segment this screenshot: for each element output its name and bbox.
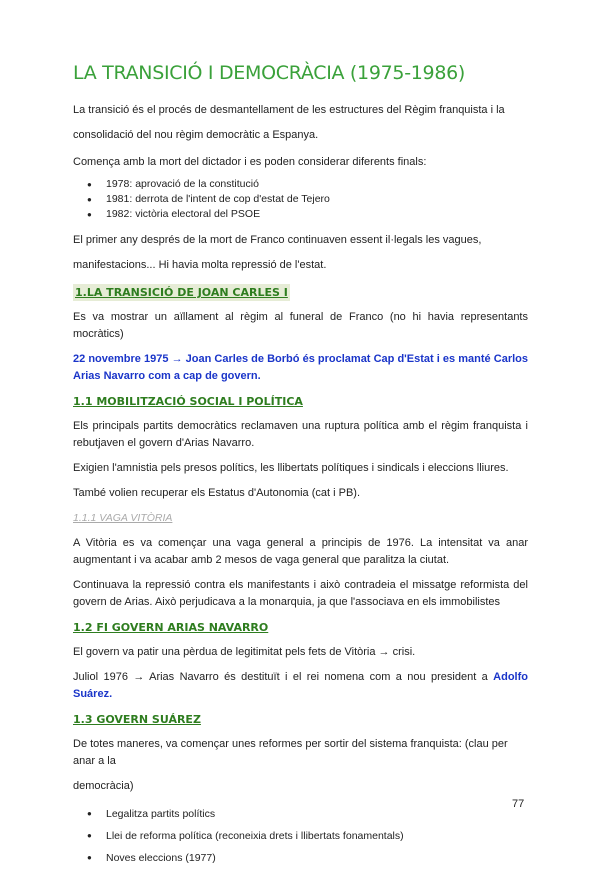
section13-paragraph-cont: democràcia) [73, 780, 134, 792]
list-item: ● 1978: aprovació de la constitució [73, 177, 528, 192]
section12-paragraph: El govern va patir una pèrdua de legitimitat pels fets de Vitòria → crisi. [73, 646, 416, 658]
section11-paragraph: Els principals partits democràtics reclamaven una ruptura política amb el règim franquista i rebutjaven el govern d'Arias Navarro. [73, 420, 528, 449]
finals-list [73, 177, 528, 222]
intro-paragraph: La transició és el procés de desmantellament de les estructures del Règim franquista i la consolidació del nou règim democràtic a Espanya. [73, 104, 505, 141]
page-content [73, 62, 528, 875]
section-heading-1: 1.LA TRANSICIÓ DE JOAN CARLES I [75, 286, 288, 299]
section-heading-1-1-1: 1.1.1 VAGA VITÒRIA [73, 512, 173, 524]
section-heading-1-3: 1.3 GOVERN SUÁREZ [73, 713, 201, 726]
list-item: ● Noves eleccions (1977) [73, 847, 528, 869]
intro-paragraph-3: El primer any després de la mort de Franco continuaven essent il·legals les vagues, manifestacions... Hi havia molta repressió de l'estat. [73, 234, 482, 271]
intro-paragraph-2: Comença amb la mort del dictador i es poden considerar diferents finals: [73, 156, 427, 168]
section12-paragraph-2: Juliol 1976 → Arias Navarro és destituït i el rei nomena com a nou president a Adolfo Suárez. [73, 671, 528, 700]
list-item: ● 1982: victòria electoral del PSOE [73, 207, 528, 222]
section13-paragraph: De totes maneres, va començar unes reformes per sortir del sistema franquista: (clau per anar a la [73, 738, 508, 767]
page-number: 77 [512, 798, 525, 810]
reforms-list [73, 803, 528, 869]
list-item: ● 1981: derrota de l'intent de cop d'estat de Tejero [73, 192, 528, 207]
section11-paragraph-3: També volien recuperar els Estatus d'Autonomia (cat i PB). [73, 487, 361, 499]
section1-highlight: 22 novembre 1975 → Joan Carles de Borbó és proclamat Cap d'Estat i es manté Carlos Arias Navarro com a cap de govern. [73, 353, 528, 382]
list-item: ● Llei de reforma política (reconeixia drets i llibertats fonamentals) [73, 825, 528, 847]
section111-paragraph: A Vitòria es va començar una vaga general a principis de 1976. La intensitat va anar augmentant i va acabar amb 2 mesos de vaga general que paralitza la ciutat. [73, 537, 528, 566]
section-heading-1-1: 1.1 MOBILITZACIÓ SOCIAL I POLÍTICA [73, 395, 303, 408]
section111-paragraph-2: Continuava la repressió contra els manifestants i això contradeia el missatge reformista del govern de Arias. Això perjudicava a la monarquia, ja que l'associava en els immobilistes [73, 579, 528, 608]
highlighted-name: Adolfo Suárez. [73, 671, 528, 700]
section-heading-1-2: 1.2 FI GOVERN ARIAS NAVARRO [73, 621, 269, 634]
section1-paragraph: Es va mostrar un aïllament al règim al funeral de Franco (no hi havia representants mocràtics) [73, 311, 528, 340]
section11-paragraph-2: Exigien l'amnistia pels presos polítics, les llibertats polítiques i sindicals i eleccions lliures. [73, 462, 509, 474]
page-title: LA TRANSICIÓ I DEMOCRÀCIA (1975-1986) [73, 62, 466, 84]
list-item: ● Legalitza partits polítics [73, 803, 528, 825]
